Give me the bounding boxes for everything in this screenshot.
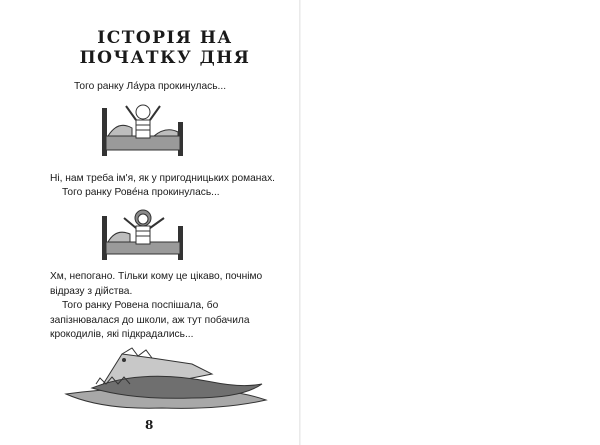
laura-waking-in-bed-illustration [98,98,188,160]
page-title: ІСТОРІЯ НА ПОЧАТКУ ДНЯ [79,28,251,68]
crocodile-illustration [62,344,272,416]
page-number-left: 8 [145,418,154,432]
paragraph-laura-wakes: Того ранку Ла́ура прокинулась... [74,81,227,92]
paragraph-name-needed: Ні, нам треба ім'я, як у пригодницьких романах. [50,173,276,184]
right-page [300,0,600,445]
paragraph-lets-start: Хм, непогано. Тільки кому це цікаво, почнімо відразу з дійства. [50,271,263,297]
paragraph-rovena-wakes: Того ранку Рове́на прокинулась... [62,187,220,198]
paragraph-rovena-hurried: Того ранку Ровена поспішала, бо запізнювалася до школи, аж тут побачила крокодилів, які підкрадались... [50,300,250,340]
rovena-waking-in-bed-illustration [98,204,188,264]
